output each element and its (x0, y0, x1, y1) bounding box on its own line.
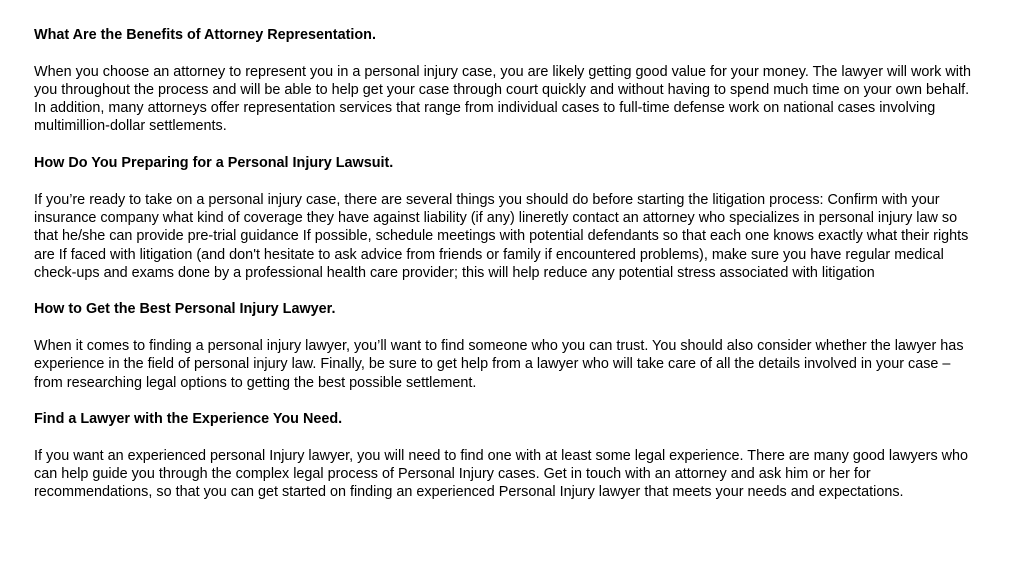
section-paragraph: When you choose an attorney to represent you in a personal injury case, you are likely getting good value for your money. The lawyer will work with you throughout the process and will be able to help get your case through court quickly and without having to spend much time on your own behalf. In addition, many attorneys offer representation services that range from individual cases to full-time defense work on national cases involving multimillion-dollar settlements. (34, 63, 971, 135)
section-paragraph: When it comes to finding a personal injury lawyer, you’ll want to find someone who you can trust. You should also consider whether the lawyer has experience in the field of personal injury law. Finally, be sure to get help from a lawyer who will take care of all the details involved in your case – from researching legal options to getting the best possible settlement. (34, 338, 964, 391)
section-best-lawyer (34, 300, 974, 391)
section-preparing-lawsuit (34, 154, 974, 282)
section-heading: How Do You Preparing for a Personal Injury Lawsuit. (34, 155, 394, 172)
section-paragraph: If you want an experienced personal Injury lawyer, you will need to find one with at least some legal experience. There are many good lawyers who can help guide you through the complex legal process of Personal Injury cases. Get in touch with an attorney and ask him or her for recommendations, so that you can get started on finding an experienced Personal Injury lawyer that meets your needs and expectations. (34, 447, 969, 501)
section-heading: How to Get the Best Personal Injury Lawyer. (34, 301, 336, 318)
section-heading: What Are the Benefits of Attorney Representation. (34, 27, 376, 43)
section-heading: Find a Lawyer with the Experience You Need. (34, 411, 343, 428)
section-attorney-benefits (34, 26, 974, 136)
document-page (34, 26, 974, 520)
section-paragraph: If you’re ready to take on a personal injury case, there are several things you should do before starting the litigation process: Confirm with your insurance company what kind of coverage they have against liability (if any) lineretly contact an attorney who specializes in personal injury law so that he/she can provide pre-trial guidance If possible, schedule meetings with potential defendants so that each one knows exactly what their rights are If faced with litigation (and don't hesitate to ask advice from friends or family if encountered problems), make sure you have regular medical check-ups and exams done by a professional health care provider; this will help reduce any potential stress associated with litigation (34, 191, 969, 281)
section-find-lawyer (34, 410, 974, 501)
